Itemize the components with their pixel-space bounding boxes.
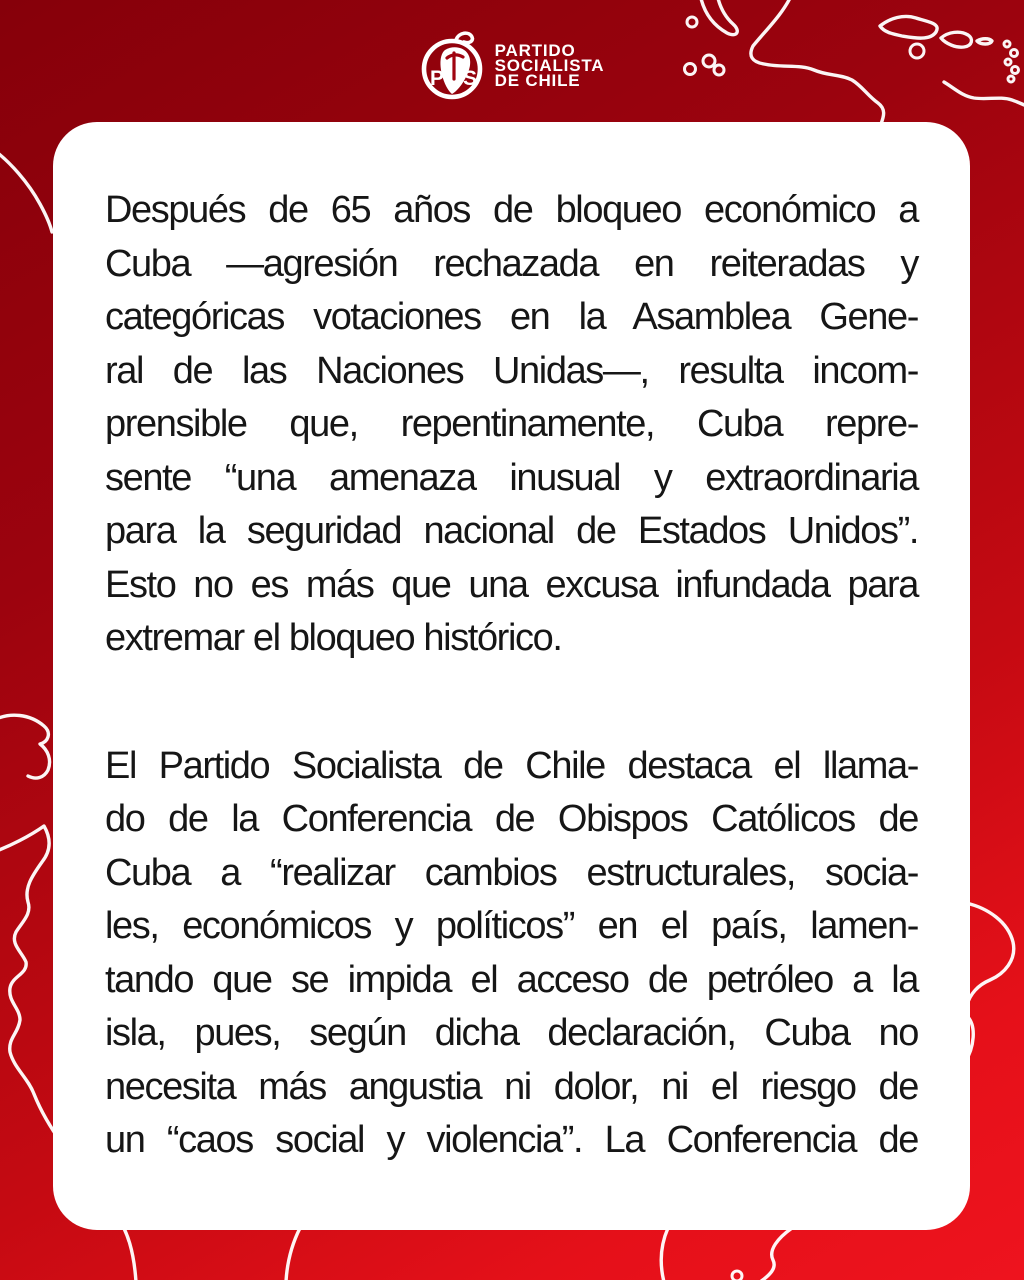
text-line: Cuba a “realizar cambios estructurales, socia- xyxy=(105,851,918,894)
map-bottom-line xyxy=(286,1228,300,1280)
text-line: sente “una amenaza inusual y extraordinaria xyxy=(105,456,918,499)
text-line: les, económicos y políticos” en el país, lamen- xyxy=(105,905,918,947)
logo-letter-p: P xyxy=(429,67,444,90)
map-bottom-line xyxy=(661,1228,668,1280)
map-bottom-line xyxy=(760,1228,792,1280)
statement-paragraph-2 xyxy=(105,740,918,1168)
text-line: prensible que, repentinamente, Cuba repre- xyxy=(105,403,918,445)
text-line: categóricas votaciones en la Asamblea Gene- xyxy=(105,296,918,338)
text-line: Esto no es más que una excusa infundada para xyxy=(105,563,918,606)
text-line: do de la Conferencia de Obispos Católicos de xyxy=(105,798,918,840)
text-line: Después de 65 años de bloqueo económico a xyxy=(105,189,918,231)
party-wordmark xyxy=(494,40,605,90)
map-left-coast-fragment xyxy=(0,715,50,778)
wordmark-line: DE CHILE xyxy=(494,70,581,90)
logo-letter-s: S xyxy=(462,67,477,90)
header xyxy=(0,24,1024,106)
statement-paragraph-1 xyxy=(105,184,918,666)
map-left-coast-fragment xyxy=(0,150,52,232)
statement-card xyxy=(53,122,970,1230)
text-line: un “caos social y violencia”. La Conferencia de xyxy=(105,1119,918,1161)
text-line: tando que se impida el acceso de petróleo a la xyxy=(105,958,918,1001)
text-line: necesita más angustia ni dolor, ni el riesgo de xyxy=(105,1065,918,1108)
wordmark-line: SOCIALISTA xyxy=(494,55,605,75)
text-line: Cuba —agresión rechazada en reiteradas y xyxy=(105,242,918,285)
map-island-dot xyxy=(732,1271,742,1280)
map-brazil-bulge xyxy=(966,903,1014,1005)
text-line: para la seguridad nacional de Estados Unidos”. xyxy=(105,510,918,552)
ps-party-logo-icon xyxy=(420,27,484,103)
text-line: El Partido Socialista de Chile destaca el llama- xyxy=(105,744,918,787)
wordmark-line: PARTIDO xyxy=(494,40,576,60)
text-line: isla, pues, según dicha declaración, Cuba no xyxy=(105,1012,918,1054)
text-line: extremar el bloqueo histórico. xyxy=(105,617,562,659)
text-line: ral de las Naciones Unidas—, resulta incom- xyxy=(105,349,918,392)
